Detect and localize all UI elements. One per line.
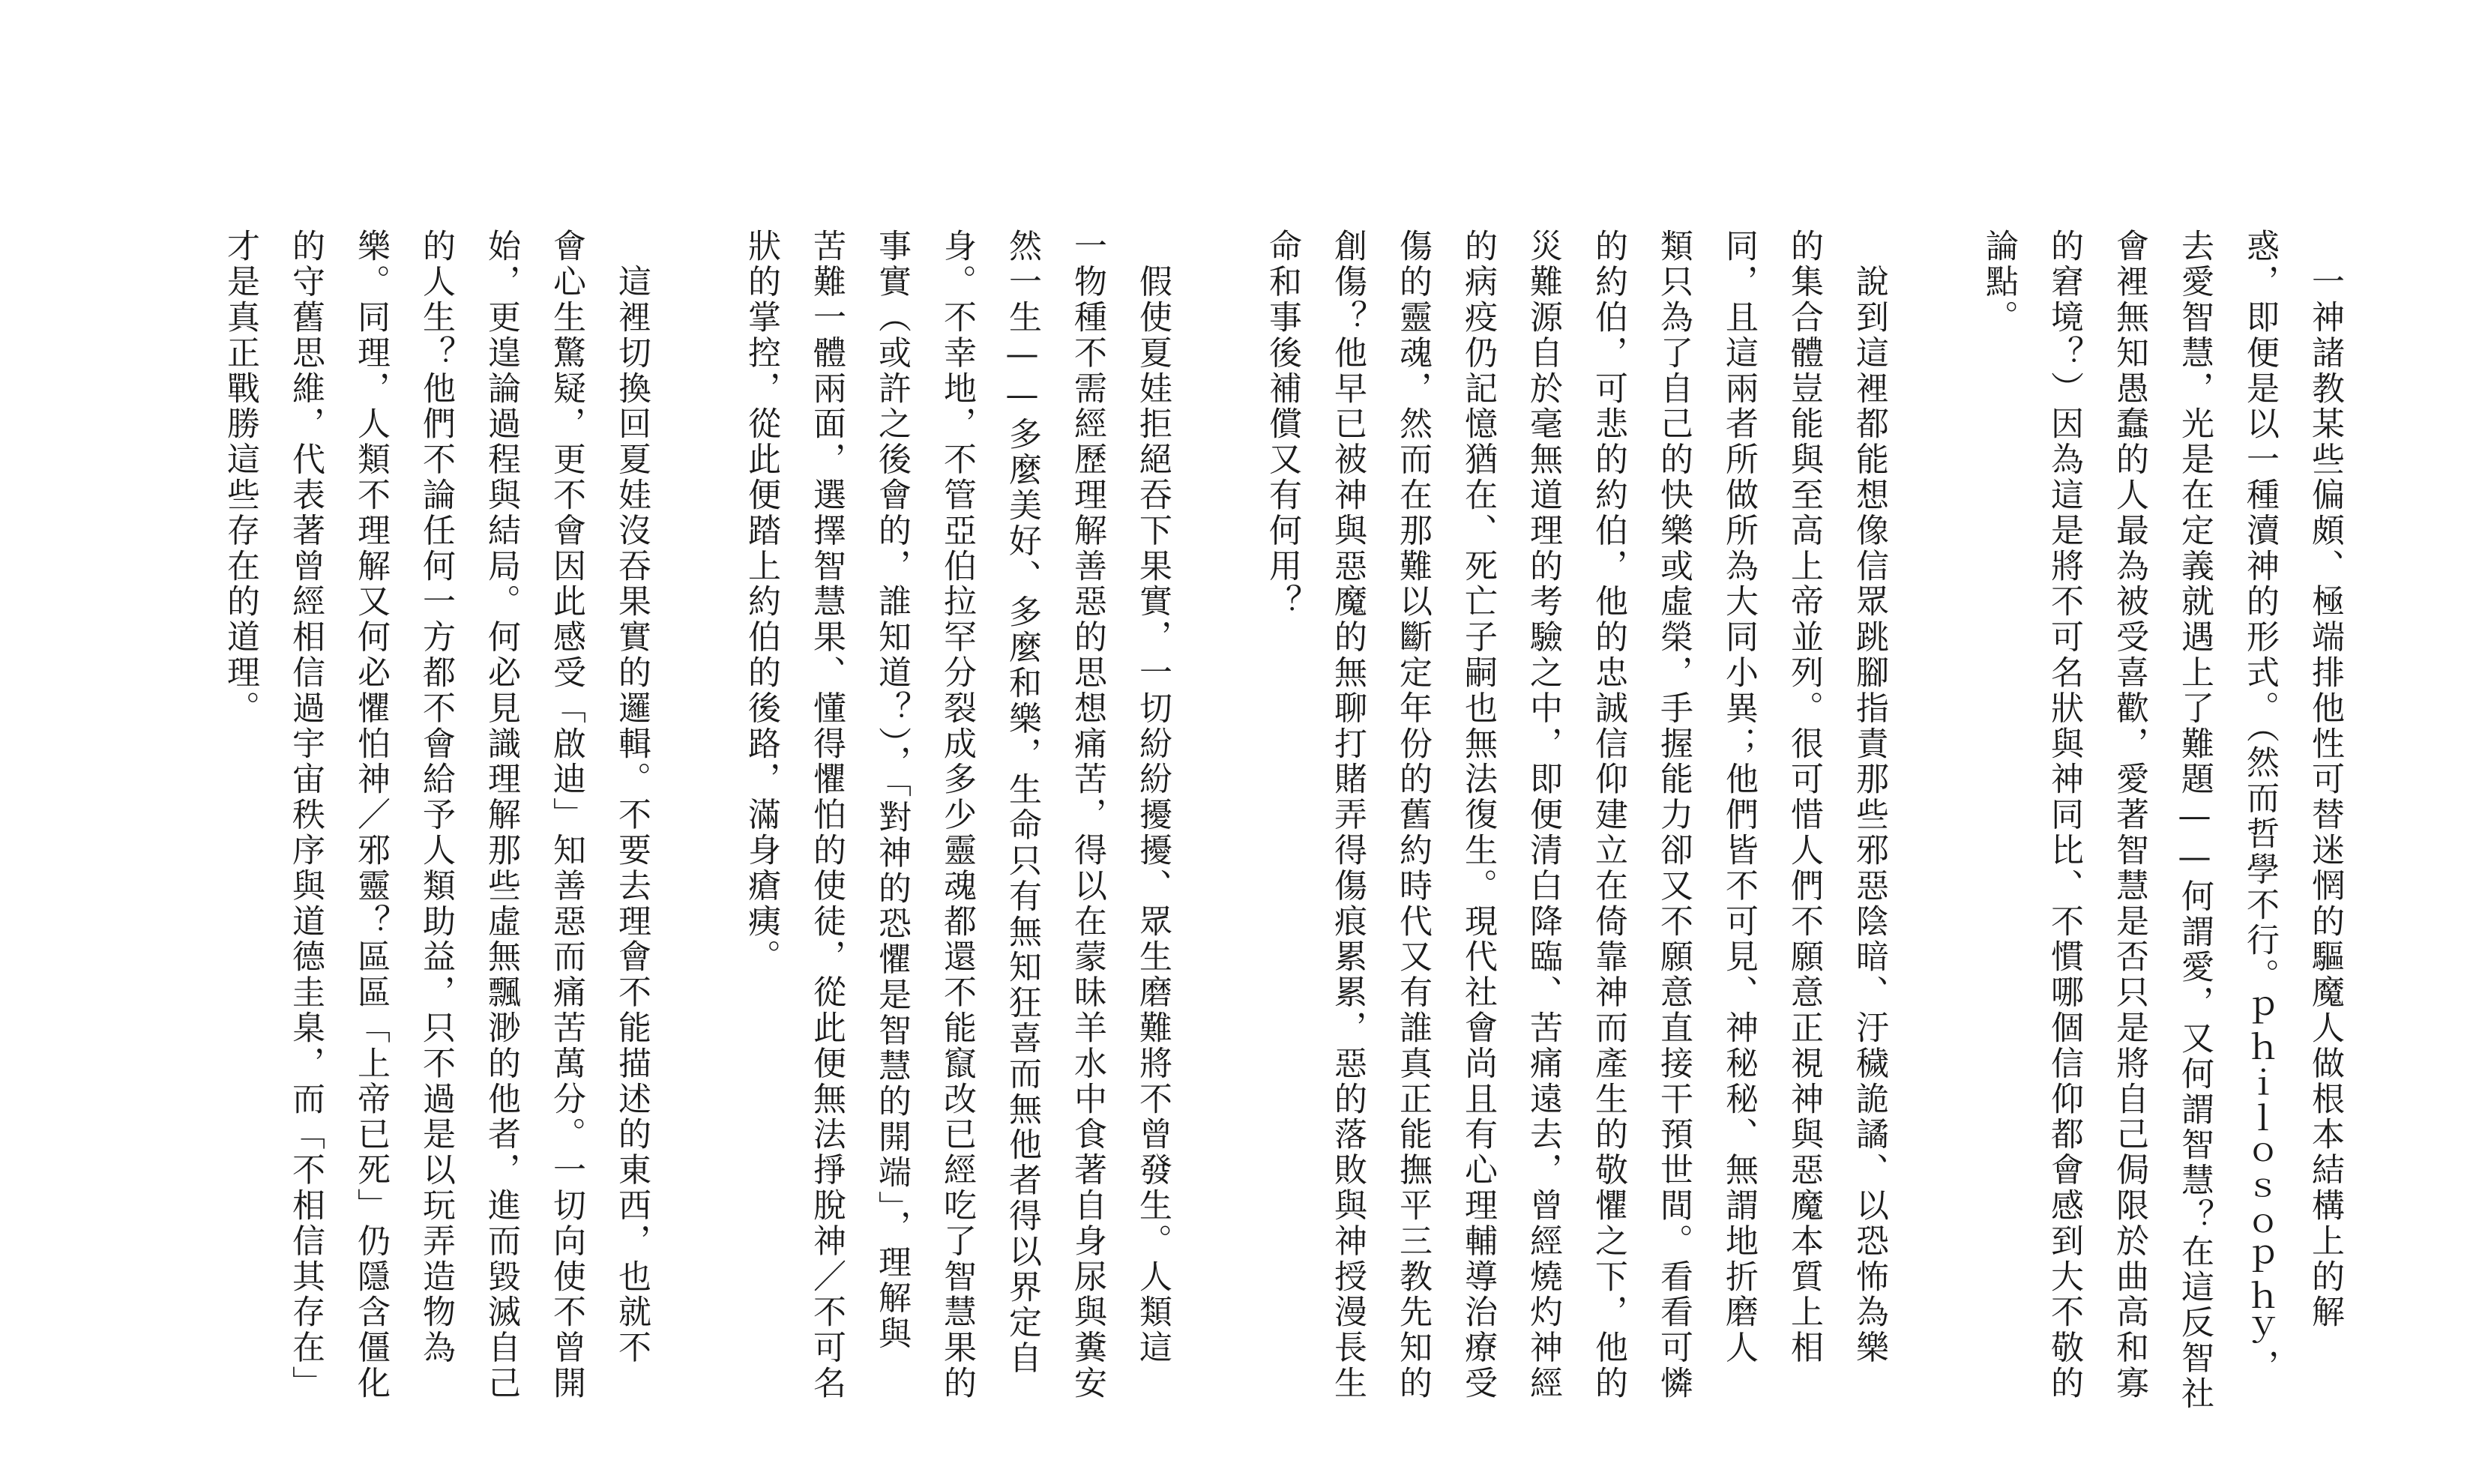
text-line: 命和事後補償又有何用？ [1263,229,1301,620]
text-line: 身。不幸地，不管亞伯拉罕分裂成多少靈魂都還不能竄改已經吃了智慧果的 [938,229,976,1402]
text-line: 傷的靈魂，然而在那難以斷定年份的舊約時代又有誰真正能撫平三教先知的 [1394,229,1432,1402]
text-line: 苦難一體兩面，選擇智慧果、懂得懼怕的使徒，從此便無法掙脫神／不可名 [807,229,846,1402]
text-line: 狀的掌控，從此便踏上約伯的後路，滿身瘡痍。 [742,229,780,975]
text-line: 一物種不需經歷理解善惡的思想痛苦，得以在蒙昧羊水中食著自身尿與糞安 [1068,229,1106,1402]
text-line: 的病疫仍記憶猶在、死亡子嗣也無法復生。現代社會尚且有心理輔導治療受 [1459,229,1497,1402]
text-line: 去愛智慧，光是在定義就遇上了難題——何謂愛，又何謂智慧？在這反智社 [2175,229,2214,1412]
text-line: 說到這裡都能想像信眾跳腳指責那些邪惡陰暗、汙穢詭譎、以恐怖為樂 [1850,229,1888,1366]
text-line: 的集合體豈能與至高上帝並列。很可惜人們不願意正視神與惡魔本質上相 [1785,229,1823,1366]
text-line: 始，更遑論過程與結局。何必見識理解那些虛無飄渺的他者，進而毀滅自己 [482,229,520,1402]
vertical-text-body [191,229,2344,1412]
text-line: 一神諸教某些偏頗、極端排他性可替迷惘的驅魔人做根本結構上的解 [2306,229,2344,1330]
text-line: 假使夏娃拒絕吞下果實，一切紛紛擾擾、眾生磨難將不曾發生。人類這 [1133,229,1172,1366]
text-line: 會心生驚疑，更不會因此感受「啟迪」知善惡而痛苦萬分。一切向使不曾開 [547,229,585,1402]
text-line: 才是真正戰勝這些存在的道理。 [221,229,259,726]
text-line: 惑，即便是以一種瀆神的形式。（然而哲學不行。ｐｈｉｌｏｓｏｐｈｙ， [2241,229,2279,1385]
text-line: 這裡切換回夏娃沒吞果實的邏輯。不要去理會不能描述的東西，也就不 [612,229,651,1366]
text-line: 的守舊思維，代表著曾經相信過宇宙秩序與道德圭臬，而「不相信其存在」 [286,229,325,1402]
text-line: 事實（或許之後會的，誰知道？），「對神的恐懼是智慧的開端」，理解與 [873,229,911,1352]
text-line: 災難源自於毫無道理的考驗之中，即便清白降臨、苦痛遠去，曾經燒灼神經 [1524,229,1562,1402]
text-line: 然一生——多麼美好、多麼和樂，生命只有無知狂喜而無他者得以界定自 [1003,229,1041,1376]
text-line: 的人生？他們不論任何一方都不會給予人類助益，只不過是以玩弄造物為 [417,229,455,1366]
text-line: 樂。同理，人類不理解又何必懼怕神／邪靈？區區「上帝已死」仍隱含僵化 [352,229,390,1402]
text-line: 類只為了自己的快樂或虛榮，手握能力卻又不願意直接干預世間。看看可憐 [1654,229,1693,1402]
text-line: 論點。 [1980,229,2018,336]
text-line: 的窘境？）因為這是將不可名狀與神同比、不慣哪個信仰都會感到大不敬的 [2045,229,2083,1402]
text-line: 會裡無知愚蠢的人最為被受喜歡，愛著智慧是否只是將自己侷限於曲高和寡 [2110,229,2148,1402]
text-line: 同，且這兩者所做所為大同小異；他們皆不可見、神秘秘、無謂地折磨人 [1720,229,1758,1366]
text-line: 的約伯，可悲的約伯，他的忠誠信仰建立在倚靠神而產生的敬懼之下，他的 [1589,229,1627,1402]
text-line: 創傷？他早已被神與惡魔的無聊打賭弄得傷痕累累，惡的落敗與神授漫長生 [1328,229,1367,1402]
